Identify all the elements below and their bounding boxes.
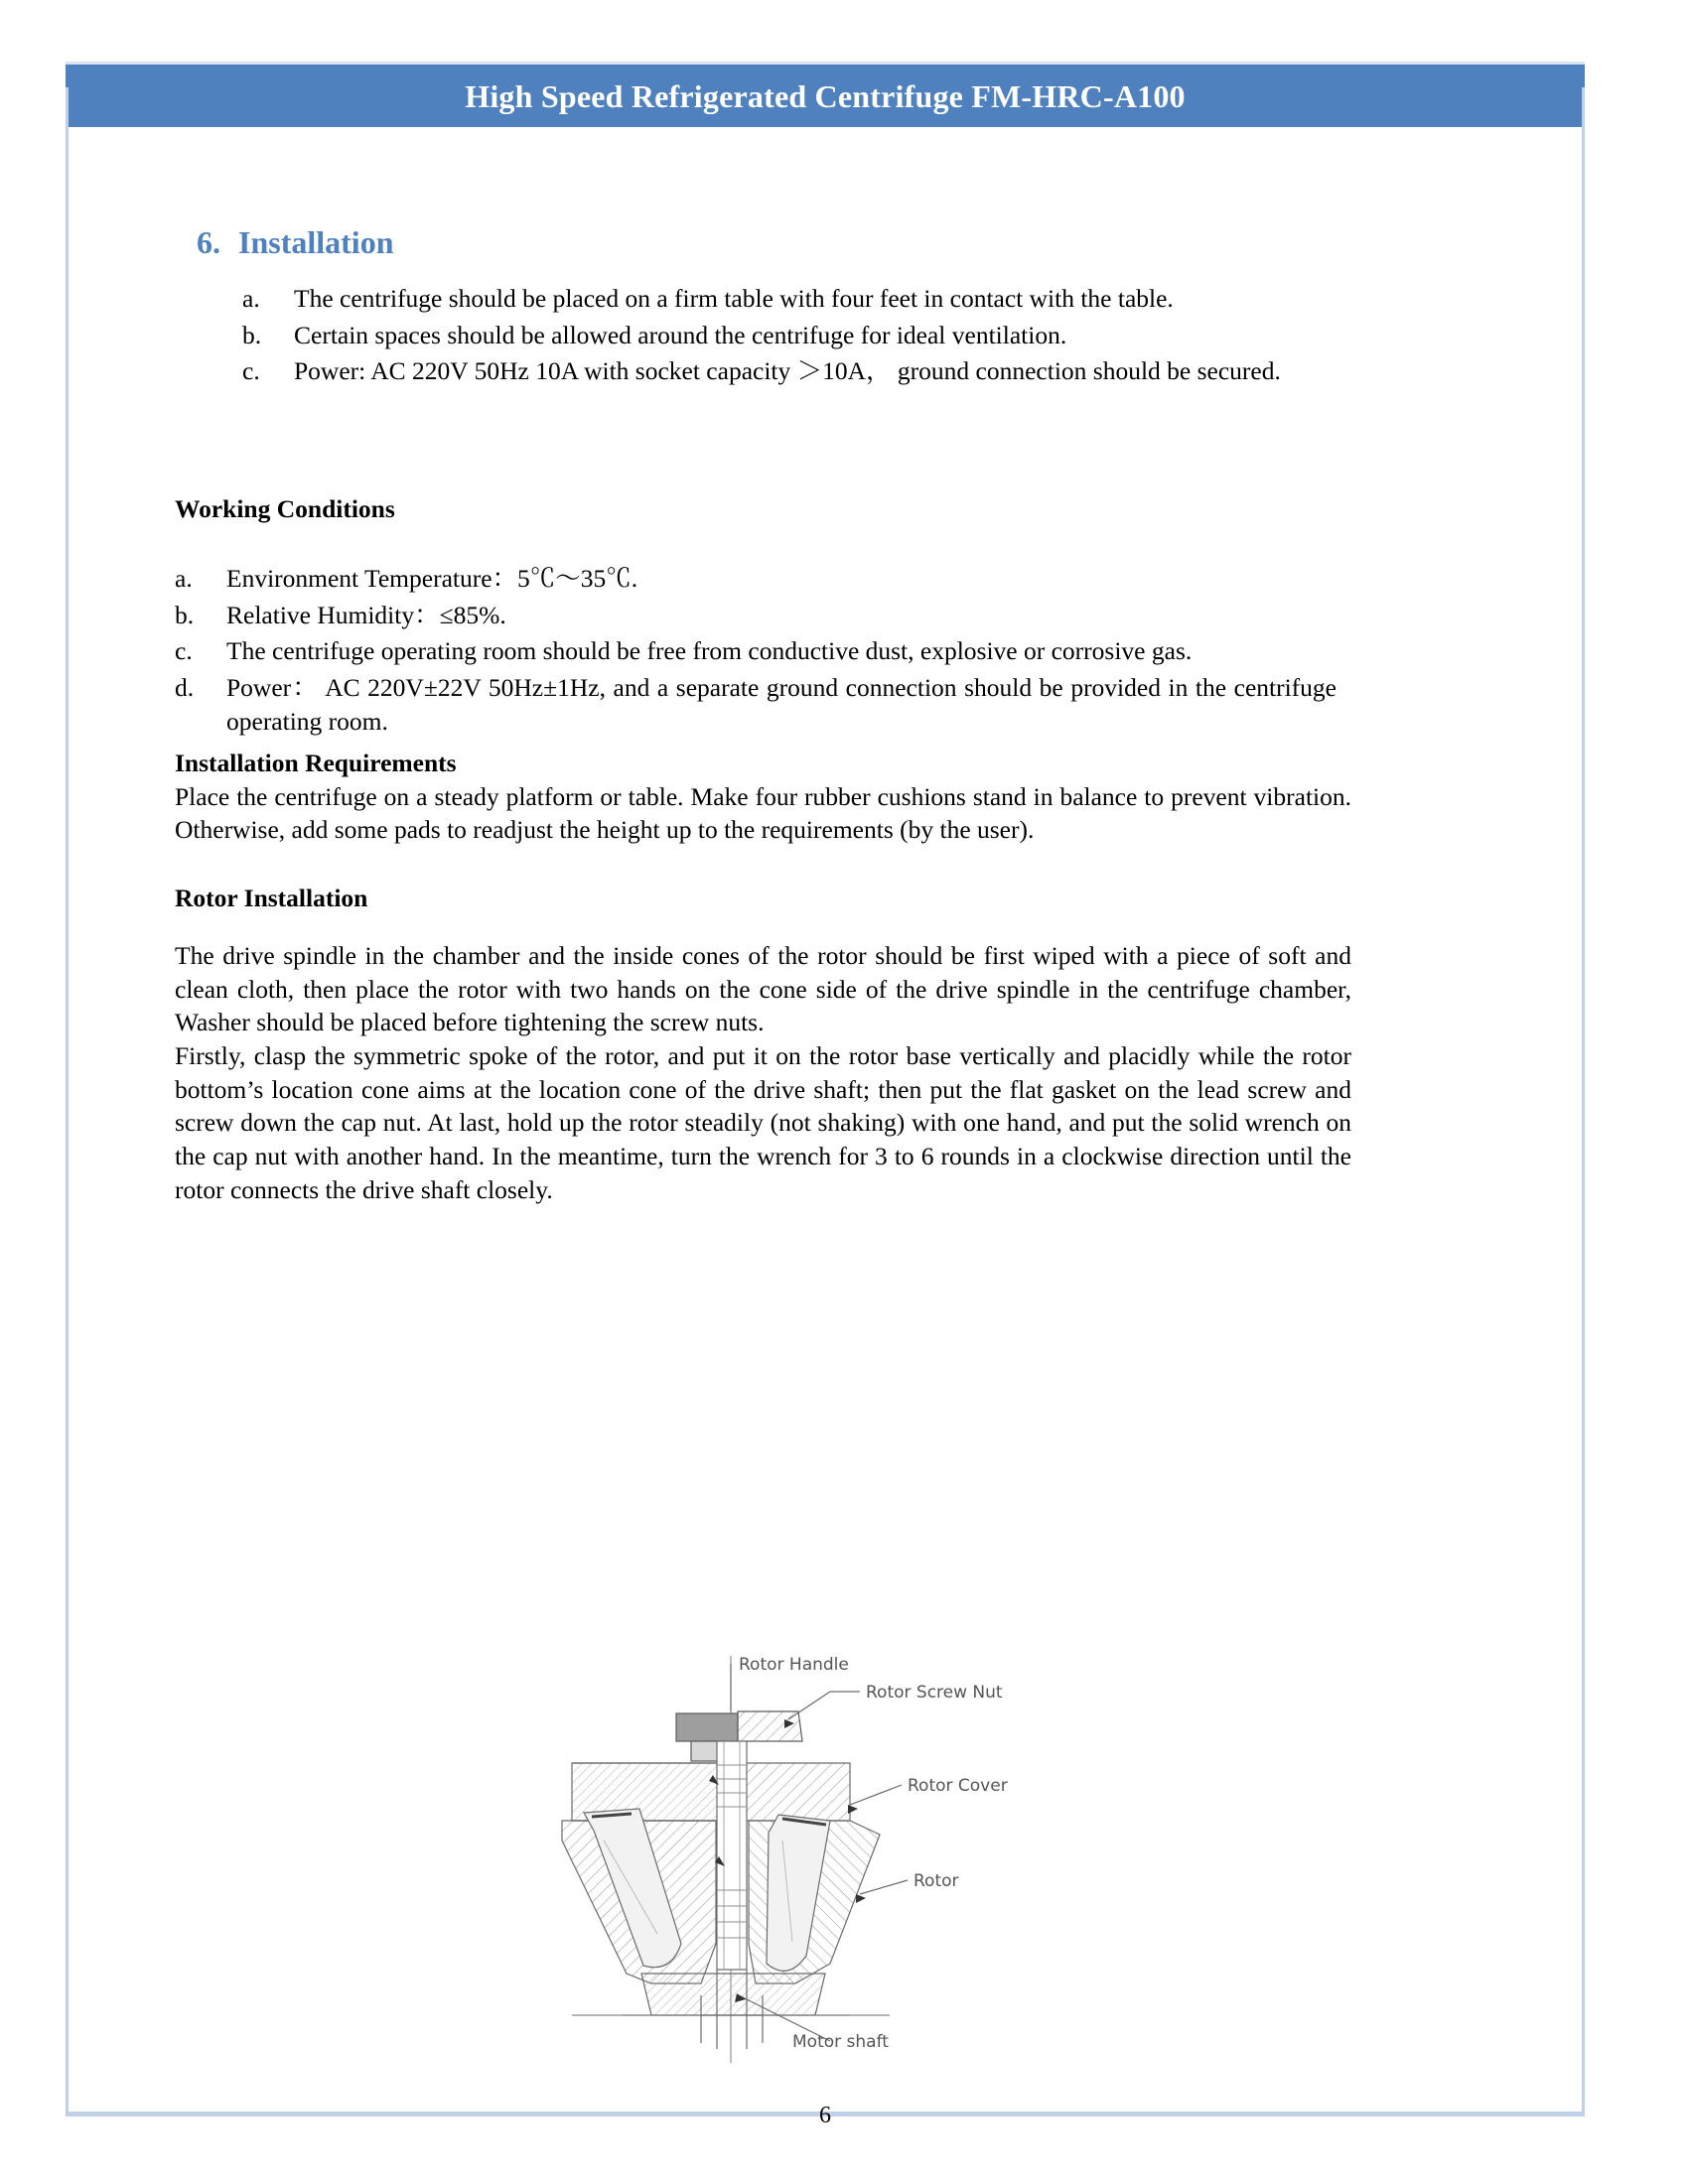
rotor-cross-section-figure bbox=[532, 1646, 1287, 2073]
document-header-band bbox=[66, 62, 1585, 127]
list-text: Certain spaces should be allowed around the centrifuge for ideal ventilation. bbox=[294, 320, 1067, 349]
page-number: 6 bbox=[819, 2103, 831, 2128]
figure-label-rotor-cover: Rotor Cover bbox=[908, 1776, 1008, 1796]
leader-rotor-screw-nut bbox=[788, 1692, 830, 1719]
list-item bbox=[242, 319, 1315, 352]
figure-label-rotor: Rotor bbox=[914, 1871, 959, 1891]
list-text: The centrifuge should be placed on a firm table with four feet in contact with the table. bbox=[294, 284, 1174, 313]
document-title: High Speed Refrigerated Centrifuge FM-HRC-A100 bbox=[465, 77, 1186, 114]
section-title: Installation bbox=[238, 224, 394, 260]
list-text: Environment Temperature：5℃～35℃. bbox=[226, 564, 638, 593]
page-section-heading bbox=[197, 224, 393, 261]
list-text: The centrifuge operating room should be free from conductive dust, explosive or corrosive gas. bbox=[226, 636, 1193, 666]
list-text: Power: AC 220V 50Hz 10A with socket capacity ＞10A， ground connection should be secured. bbox=[294, 356, 1281, 386]
list-marker: c. bbox=[242, 356, 260, 386]
rotor-installation-paragraph-2: Firstly, clasp the symmetric spoke of the rotor, and put it on the rotor base vertically and placidly while the rotor bottom’s location cone aims at the location cone of the drive shaft; then put the flat gasket on the lead screw and screw down the cap nut. At last, hold up the rotor steadily (not shaking) with one hand, and put the solid wrench on the cap nut with another hand. In the meantime, turn the wrench for 3 to 6 rounds in a clockwise direction until the rotor connects the drive shaft closely. bbox=[175, 1040, 1351, 1204]
list-marker: a. bbox=[242, 284, 260, 313]
figure-label-rotor-screw-nut: Rotor Screw Nut bbox=[866, 1683, 1003, 1703]
installation-list-block bbox=[242, 282, 1315, 388]
list-marker: b. bbox=[242, 320, 262, 349]
list-item bbox=[242, 354, 1315, 388]
figure-geometry bbox=[562, 1656, 908, 2063]
list-text: Power： AC 220V±22V 50Hz±1Hz, and a separate ground connection should be provided in the centrifuge operating room. bbox=[226, 672, 1336, 736]
list-text: Relative Humidity：≤85%. bbox=[226, 600, 506, 629]
rotor-base bbox=[641, 1974, 825, 2015]
list-item bbox=[242, 282, 1315, 316]
drive-shaft bbox=[717, 1741, 747, 1970]
installation-requirements-paragraph: Place the centrifuge on a steady platform or table. Make four rubber cushions stand in balance to prevent vibration. Otherwise, add some pads to readjust the height up to the requirements (by the user). bbox=[175, 781, 1351, 845]
list-item bbox=[175, 562, 1336, 596]
list-item bbox=[175, 599, 1336, 632]
figure-label-rotor-handle: Rotor Handle bbox=[739, 1655, 849, 1675]
list-marker: c. bbox=[175, 636, 193, 666]
rotor-installation-heading: Rotor Installation bbox=[175, 884, 368, 912]
list-marker: b. bbox=[175, 600, 195, 629]
leader-rotor-cover bbox=[850, 1785, 902, 1805]
list-item bbox=[175, 634, 1336, 668]
rotor-screw-nut-block bbox=[676, 1713, 738, 1741]
working-conditions-heading: Working Conditions bbox=[175, 494, 395, 523]
page-content bbox=[66, 127, 1585, 2128]
installation-requirements-block bbox=[175, 747, 1351, 847]
leader-rotor bbox=[860, 1880, 908, 1894]
installation-list bbox=[242, 282, 1315, 388]
list-item bbox=[175, 671, 1336, 738]
figure-label-motor-shaft: Motor shaft bbox=[792, 2032, 889, 2052]
working-conditions-list bbox=[175, 562, 1336, 738]
list-marker: d. bbox=[175, 672, 195, 702]
list-marker: a. bbox=[175, 564, 193, 593]
installation-requirements-heading: Installation Requirements bbox=[175, 749, 457, 777]
section-number: 6. bbox=[197, 224, 220, 260]
rotor-installation-body bbox=[175, 939, 1351, 1206]
working-conditions-list-block bbox=[175, 562, 1336, 738]
rotor-cover-right bbox=[736, 1763, 850, 1821]
rotor-installation-paragraph-1: The drive spindle in the chamber and the inside cones of the rotor should be first wiped with a piece of soft and clean cloth, then place the rotor with two hands on the cone side of the drive spindle in the centrifuge chamber, Washer should be placed before tightening the screw nuts. bbox=[175, 941, 1351, 1037]
